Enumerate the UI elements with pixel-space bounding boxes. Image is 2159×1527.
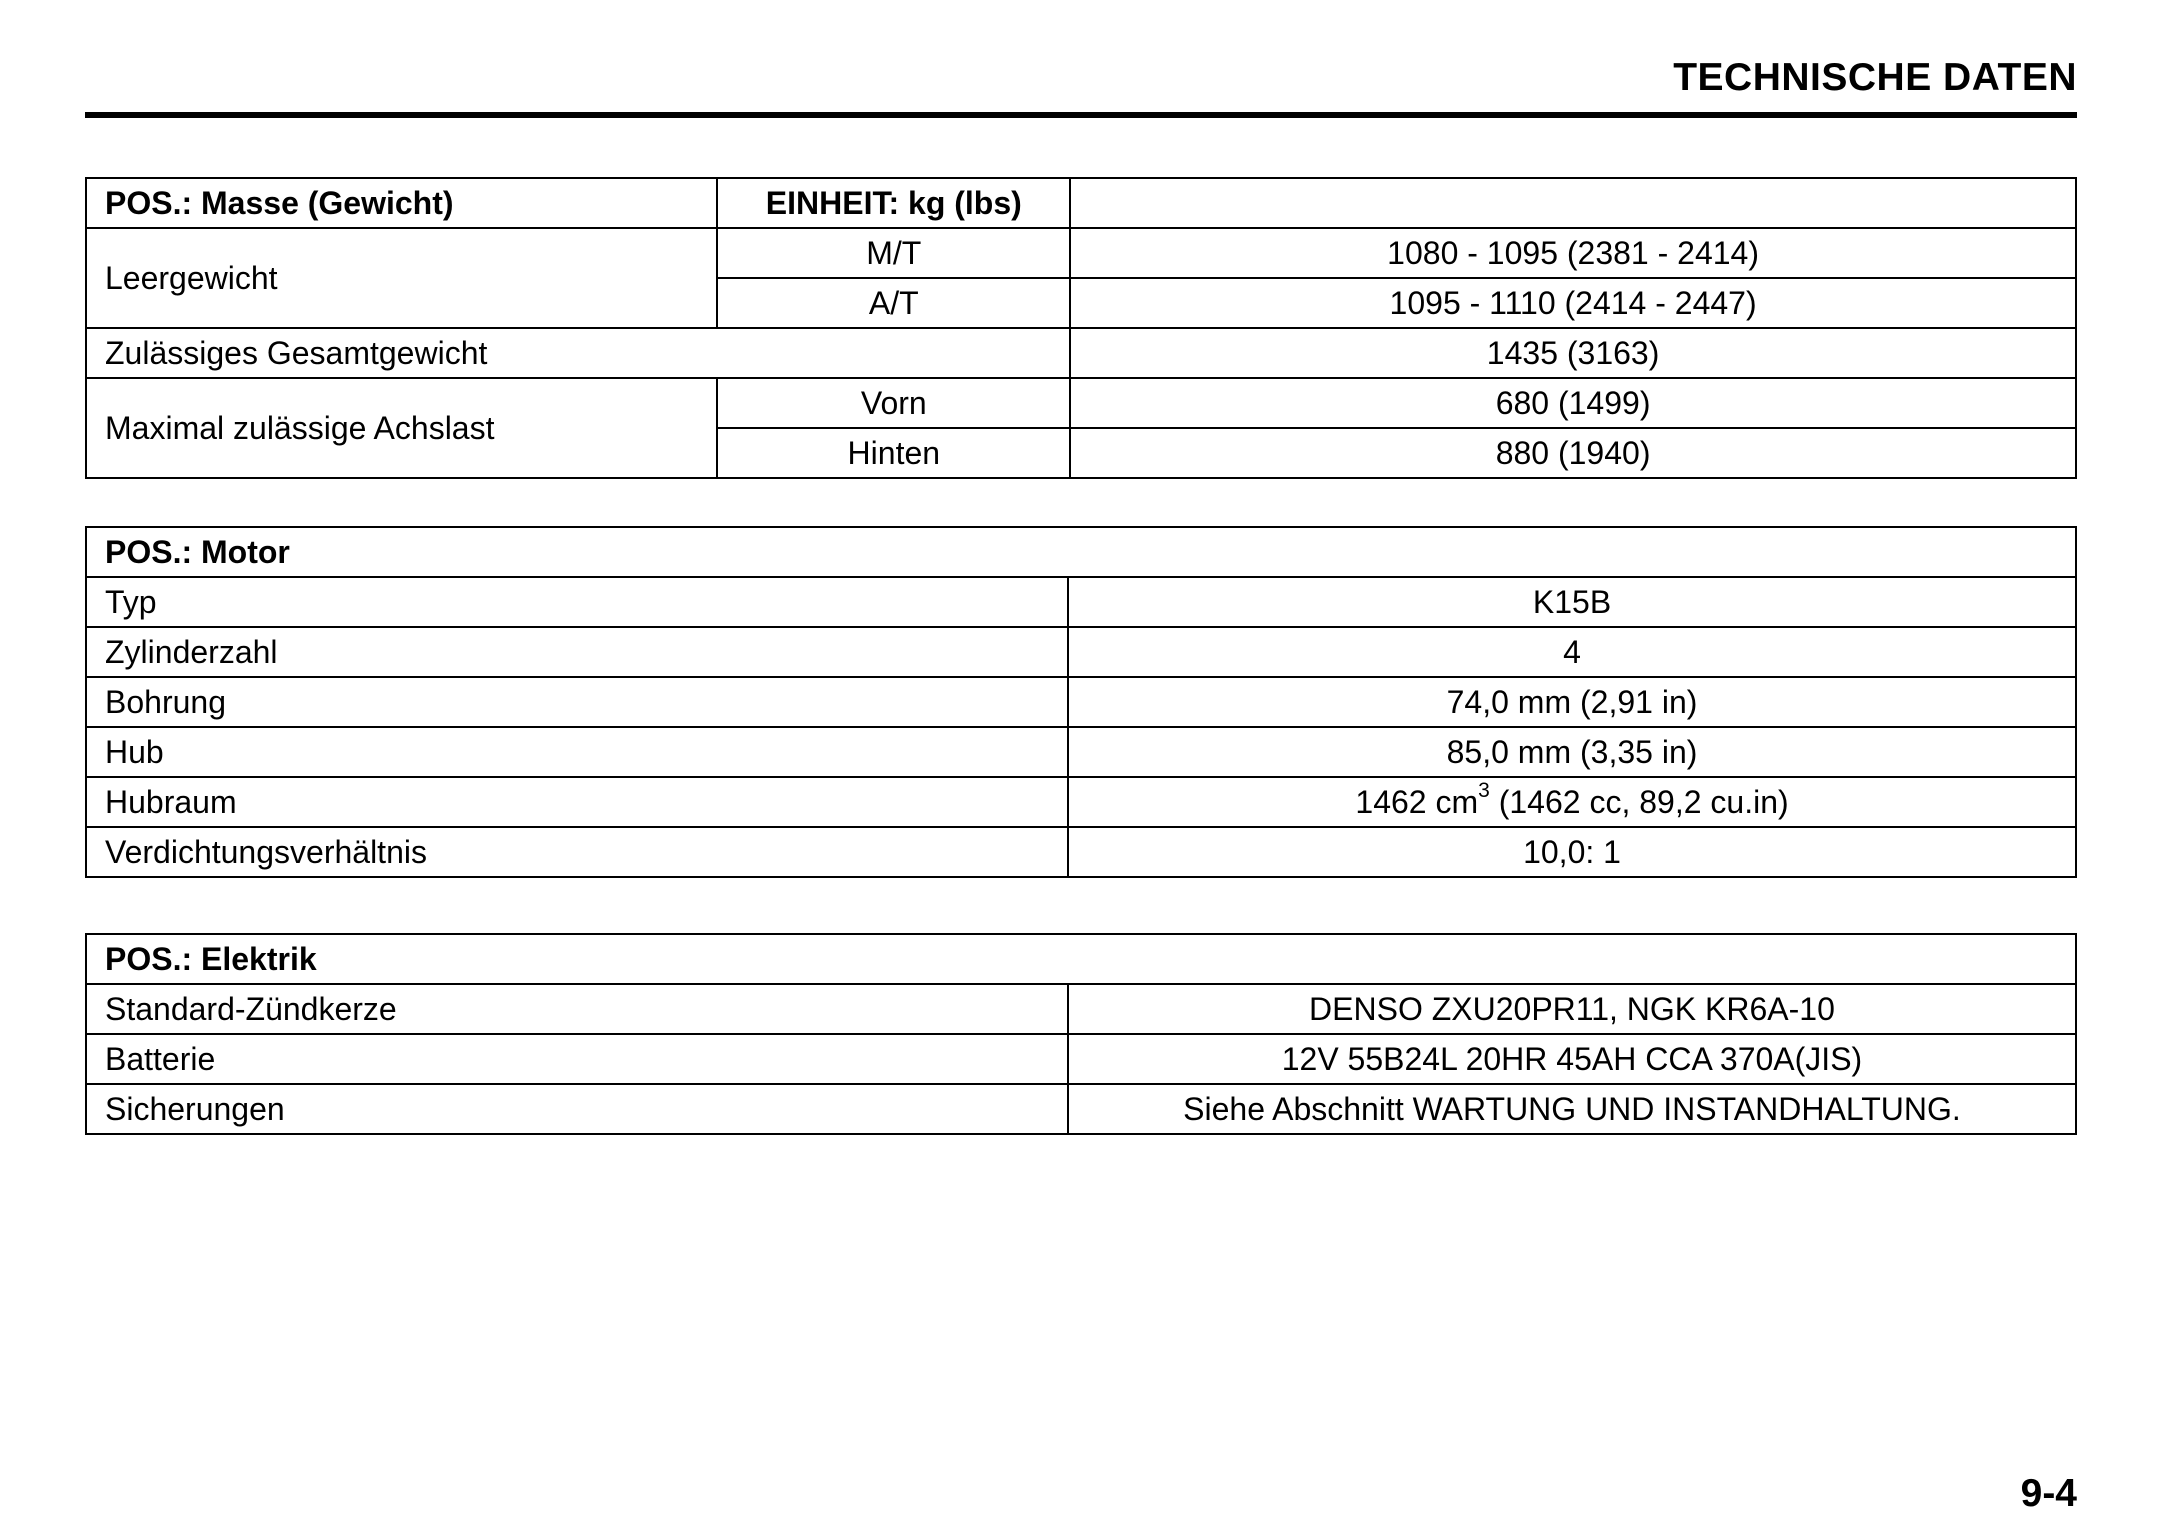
leergewicht-at-label: A/T xyxy=(717,278,1070,328)
table-row xyxy=(86,727,2076,777)
verdichtung-value: 10,0: 1 xyxy=(1068,827,2076,877)
zuendkerze-label: Standard-Zündkerze xyxy=(86,984,1068,1034)
leergewicht-label: Leergewicht xyxy=(86,228,717,328)
table-row xyxy=(86,677,2076,727)
sicherungen-label: Sicherungen xyxy=(86,1084,1068,1134)
motor-table xyxy=(85,526,2077,878)
table-row xyxy=(86,228,2076,278)
table-row xyxy=(86,328,2076,378)
achslast-vorn-value: 680 (1499) xyxy=(1070,378,2076,428)
masse-heading: POS.: Masse (Gewicht) xyxy=(86,178,717,228)
motor-heading: POS.: Motor xyxy=(86,527,2076,577)
achslast-hinten-value: 880 (1940) xyxy=(1070,428,2076,478)
zylinderzahl-label: Zylinderzahl xyxy=(86,627,1068,677)
achslast-hinten-label: Hinten xyxy=(717,428,1070,478)
empty-cell xyxy=(1070,178,2076,228)
hubraum-value-rest: (1462 cc, 89,2 cu.in) xyxy=(1489,784,1789,820)
table-row xyxy=(86,934,2076,984)
table-row xyxy=(86,1084,2076,1134)
bohrung-label: Bohrung xyxy=(86,677,1068,727)
hub-value: 85,0 mm (3,35 in) xyxy=(1068,727,2076,777)
gesamtgewicht-value: 1435 (3163) xyxy=(1070,328,2076,378)
zylinderzahl-value: 4 xyxy=(1068,627,2076,677)
masse-table xyxy=(85,177,2077,479)
header-rule xyxy=(85,112,2077,118)
page-number: 9-4 xyxy=(2020,1472,2077,1515)
elektrik-table xyxy=(85,933,2077,1135)
hubraum-label: Hubraum xyxy=(86,777,1068,827)
bohrung-value: 74,0 mm (2,91 in) xyxy=(1068,677,2076,727)
verdichtung-label: Verdichtungsverhältnis xyxy=(86,827,1068,877)
leergewicht-at-value: 1095 - 1110 (2414 - 2447) xyxy=(1070,278,2076,328)
sicherungen-value: Siehe Abschnitt WARTUNG UND INSTANDHALTUNG. xyxy=(1068,1084,2076,1134)
typ-value: K15B xyxy=(1068,577,2076,627)
hub-label: Hub xyxy=(86,727,1068,777)
zuendkerze-value: DENSO ZXU20PR11, NGK KR6A-10 xyxy=(1068,984,2076,1034)
hubraum-value xyxy=(1068,777,2076,827)
table-row xyxy=(86,627,2076,677)
leergewicht-mt-value: 1080 - 1095 (2381 - 2414) xyxy=(1070,228,2076,278)
achslast-label: Maximal zulässige Achslast xyxy=(86,378,717,478)
page-header-title: TECHNISCHE DATEN xyxy=(1673,56,2077,99)
typ-label: Typ xyxy=(86,577,1068,627)
table-row xyxy=(86,1034,2076,1084)
table-row xyxy=(86,178,2076,228)
gesamtgewicht-label: Zulässiges Gesamtgewicht xyxy=(86,328,1070,378)
elektrik-heading: POS.: Elektrik xyxy=(86,934,2076,984)
table-row xyxy=(86,577,2076,627)
table-row xyxy=(86,378,2076,428)
hubraum-value-main: 1462 cm xyxy=(1355,784,1479,820)
hubraum-value-superscript: 3 xyxy=(1478,779,1490,803)
batterie-label: Batterie xyxy=(86,1034,1068,1084)
table-row xyxy=(86,827,2076,877)
leergewicht-mt-label: M/T xyxy=(717,228,1070,278)
table-row xyxy=(86,527,2076,577)
batterie-value: 12V 55B24L 20HR 45AH CCA 370A(JIS) xyxy=(1068,1034,2076,1084)
masse-unit: EINHEIT: kg (lbs) xyxy=(717,178,1070,228)
table-row xyxy=(86,777,2076,827)
table-row xyxy=(86,984,2076,1034)
achslast-vorn-label: Vorn xyxy=(717,378,1070,428)
